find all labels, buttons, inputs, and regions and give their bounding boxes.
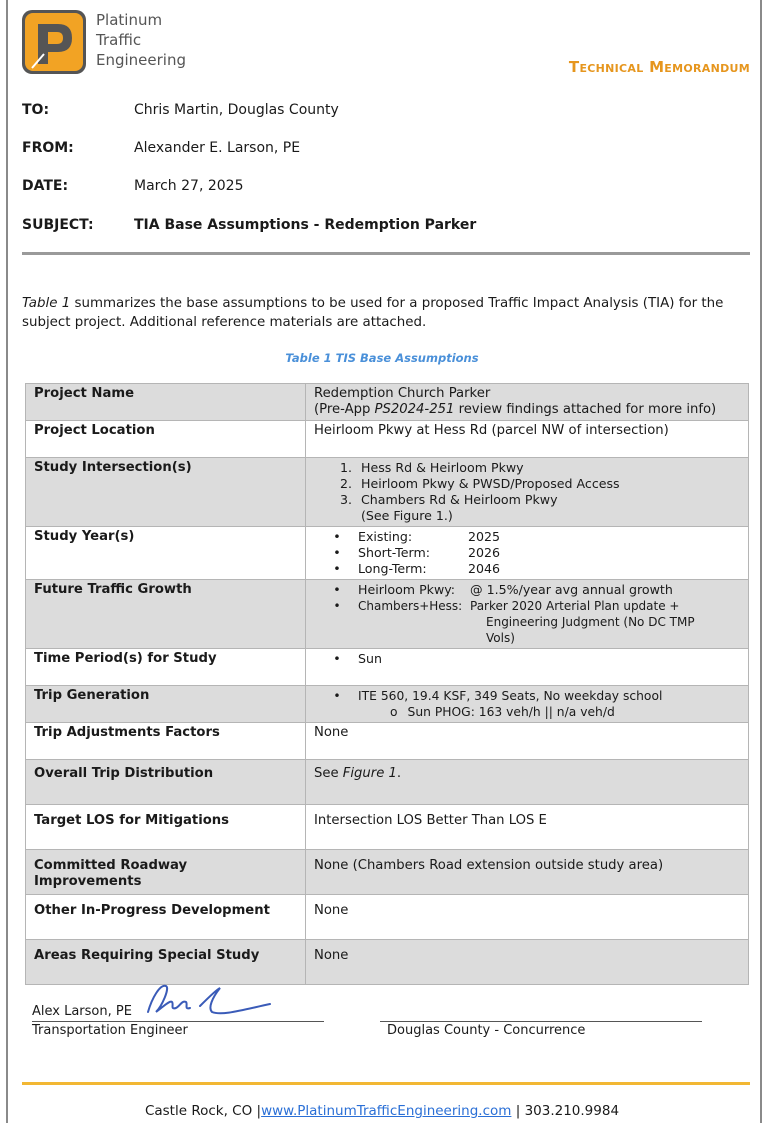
study-year-value: 2026 (468, 545, 501, 560)
row-value (306, 649, 749, 686)
growth-name: Heirloom Pkwy: (358, 582, 456, 597)
figure-reference: Figure 1 (342, 766, 397, 781)
trip-generation-subitem (332, 704, 740, 720)
row-label: Trip Generation (26, 686, 306, 723)
row-label: Target LOS for Mitigations (26, 805, 306, 850)
footer (0, 1103, 764, 1119)
concurrence-line (380, 1021, 702, 1022)
item-text: Chambers Rd & Heirloom Pkwy (361, 492, 558, 507)
item-number: 3. (339, 492, 352, 507)
intersection-item (326, 492, 740, 508)
growth-name: Chambers+Hess: (358, 599, 463, 613)
row-value (306, 686, 749, 723)
trip-generation-text: ITE 560, 19.4 KSF, 349 Seats, No weekday school (358, 689, 663, 703)
study-year-item (332, 529, 740, 545)
footer-phone: 303.210.9984 (524, 1103, 620, 1119)
row-label: Future Traffic Growth (26, 580, 306, 649)
row-value (306, 527, 749, 580)
bullet-icon: • (333, 599, 341, 613)
growth-continuation: Vols) (486, 631, 515, 645)
footer-city: Castle Rock, CO | (144, 1103, 262, 1119)
row-label: Areas Requiring Special Study (26, 940, 306, 985)
footer-divider (22, 1082, 750, 1085)
row-label: Time Period(s) for Study (26, 649, 306, 686)
row-value: None (306, 940, 749, 985)
memo-title: Technical Memorandum (568, 58, 750, 76)
table-caption: Table 1 TIS Base Assumptions (285, 351, 479, 365)
signer-name: Alex Larson, PE (32, 1004, 132, 1019)
row-value: Heirloom Pkwy at Hess Rd (parcel NW of intersection) (306, 421, 749, 458)
table-row (26, 686, 749, 723)
row-value: None (Chambers Road extension outside study area) (306, 850, 749, 895)
brand-name-line: Traffic (96, 31, 142, 49)
table-row (26, 895, 749, 940)
growth-value: @ 1.5%/year avg annual growth (470, 582, 673, 597)
row-value (306, 384, 749, 421)
intersection-item (326, 476, 740, 492)
row-value (306, 760, 749, 805)
subject-value: TIA Base Assumptions - Redemption Parker (134, 217, 477, 233)
distribution-suffix: . (396, 766, 402, 781)
trip-generation-item (332, 688, 740, 704)
page-edge-right (760, 0, 762, 1123)
item-text: Hess Rd & Heirloom Pkwy (361, 460, 524, 475)
table-row (26, 527, 749, 580)
pre-app-note (314, 402, 740, 418)
study-year-item (332, 561, 740, 577)
brand-name-line: Platinum (96, 11, 163, 29)
brand-name-line: Engineering (96, 51, 186, 69)
from-value: Alexander E. Larson, PE (134, 140, 301, 156)
bullet-icon: • (333, 651, 341, 666)
bullet-icon: • (333, 561, 341, 576)
row-label: Overall Trip Distribution (26, 760, 306, 805)
subject-label: SUBJECT: (22, 217, 94, 233)
row-label: Project Location (26, 421, 306, 458)
row-value: None (306, 895, 749, 940)
concurrence-label: Douglas County - Concurrence (387, 1023, 586, 1038)
table-row (26, 580, 749, 649)
bullet-icon: • (333, 545, 341, 560)
to-value: Chris Martin, Douglas County (134, 102, 339, 118)
row-label: Study Year(s) (26, 527, 306, 580)
study-year-name: Existing: (358, 529, 413, 544)
intro-text: summarizes the base assumptions to be used for a proposed Traffic Impact Analysis (TIA) for the subject project. Additional reference materials are attached. (22, 296, 724, 330)
bullet-icon: • (333, 689, 341, 703)
row-label: Project Name (26, 384, 306, 421)
row-label: Committed Roadway Improvements (26, 850, 306, 895)
signature-line (32, 1021, 324, 1022)
row-label: Study Intersection(s) (26, 458, 306, 527)
study-year-item (332, 545, 740, 561)
time-period-value: Sun (358, 651, 382, 666)
trip-generation-subtext: Sun PHOG: 163 veh/h || n/a veh/d (407, 705, 615, 719)
growth-continuation: Engineering Judgment (No DC TMP (486, 615, 695, 629)
bullet-icon: • (333, 529, 341, 544)
item-number: 2. (339, 476, 352, 491)
brand-name (96, 10, 186, 70)
table-row (26, 850, 749, 895)
see-figure-note: (See Figure 1.) (361, 508, 453, 523)
from-label: FROM: (22, 140, 74, 156)
table-row (26, 384, 749, 421)
growth-item (332, 598, 740, 614)
table-row (26, 805, 749, 850)
row-value: Intersection LOS Better Than LOS E (306, 805, 749, 850)
platinum-logo-icon (22, 10, 86, 74)
row-label: Other In-Progress Development (26, 895, 306, 940)
table-reference: Table 1 (22, 296, 71, 311)
row-value (306, 458, 749, 527)
pre-app-suffix: review findings attached for more info) (454, 402, 717, 417)
assumptions-table (25, 383, 749, 985)
table-row (26, 940, 749, 985)
date-label: DATE: (22, 178, 69, 194)
handwritten-signature (142, 976, 274, 1024)
intersection-item (326, 460, 740, 476)
table-row (26, 723, 749, 760)
signer-role: Transportation Engineer (32, 1023, 188, 1038)
sub-bullet-icon: o (390, 705, 398, 719)
header-divider (22, 252, 750, 255)
intro-paragraph (22, 294, 752, 332)
footer-separator: | (511, 1103, 525, 1119)
item-text: Heirloom Pkwy & PWSD/Proposed Access (361, 476, 620, 491)
table-row (26, 421, 749, 458)
date-value: March 27, 2025 (134, 178, 244, 194)
row-label: Trip Adjustments Factors (26, 723, 306, 760)
study-year-value: 2046 (468, 561, 501, 576)
project-name-value: Redemption Church Parker (314, 386, 491, 401)
table-row (26, 760, 749, 805)
study-year-name: Long-Term: (358, 561, 427, 576)
table-row (26, 649, 749, 686)
page-edge-left (6, 0, 8, 1123)
pre-app-prefix: (Pre-App (314, 402, 375, 417)
table-row (26, 458, 749, 527)
bullet-icon: • (333, 582, 341, 597)
pre-app-reference: PS2024-251 (374, 402, 455, 417)
study-year-name: Short-Term: (358, 545, 430, 560)
to-label: TO: (22, 102, 50, 118)
website-link[interactable]: www.PlatinumTrafficEngineering.com (261, 1103, 512, 1119)
row-value: None (306, 723, 749, 760)
growth-item (332, 582, 740, 598)
row-value (306, 580, 749, 649)
distribution-prefix: See (314, 766, 343, 781)
growth-value: Parker 2020 Arterial Plan update + (470, 599, 680, 613)
study-year-value: 2025 (468, 529, 501, 544)
item-number: 1. (339, 460, 352, 475)
